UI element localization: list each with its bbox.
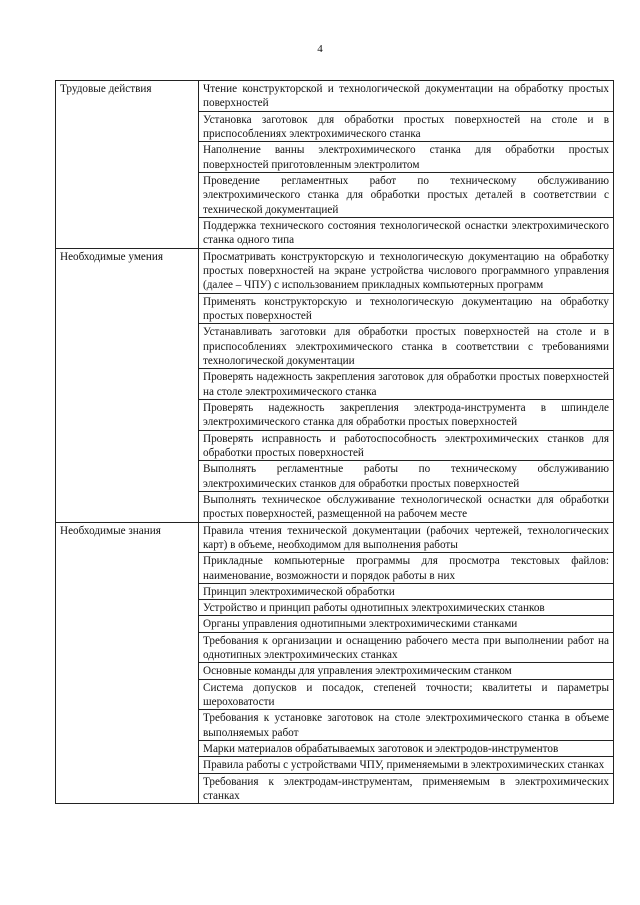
table-cell: Требования к организации и оснащению рабочего места при выполнении работ на однотипных электрохимических станках: [199, 632, 614, 663]
table-cell: Чтение конструкторской и технологической документации на обработку простых поверхностей: [199, 81, 614, 112]
competency-table: [55, 80, 614, 804]
table-cell: Установка заготовок для обработки простых поверхностей на столе и в приспособлениях электрохимического станка: [199, 111, 614, 142]
table-cell: Выполнять регламентные работы по техническому обслуживанию электрохимических станков для обработки простых поверхностей: [199, 461, 614, 492]
table-cell: Правила работы с устройствами ЧПУ, применяемыми в электрохимических станках: [199, 757, 614, 773]
table-cell: Марки материалов обрабатываемых заготовок и электродов-инструментов: [199, 741, 614, 757]
table-cell: Требования к установке заготовок на столе электрохимического станка в объеме выполняемых работ: [199, 710, 614, 741]
table-cell: Просматривать конструкторскую и технологическую документацию на обработку простых поверхностей на экране устройства числового программного управления (далее – ЧПУ) с использованием прикладных компьютерных программ: [199, 248, 614, 293]
table-cell: Правила чтения технической документации (рабочих чертежей, технологических карт) в объеме, необходимом для выполнения работы: [199, 522, 614, 553]
table-cell: Выполнять техническое обслуживание технологической оснастки для обработки простых поверхностей, размещенной на рабочем месте: [199, 491, 614, 522]
section-label-labor-actions: Трудовые действия: [56, 81, 199, 249]
table-cell: Принцип электрохимической обработки: [199, 583, 614, 599]
table-cell: Основные команды для управления электрохимическим станком: [199, 663, 614, 679]
section-label-required-knowledge: Необходимые знания: [56, 522, 199, 804]
table-cell: Поддержка технического состояния технологической оснастки электрохимического станка одного типа: [199, 217, 614, 248]
table-cell: Устройство и принцип работы однотипных электрохимических станков: [199, 600, 614, 616]
table-row: [56, 522, 614, 553]
page-number: 4: [317, 43, 323, 55]
table-cell: Система допусков и посадок, степеней точности; квалитеты и параметры шероховатости: [199, 679, 614, 710]
table-cell: Устанавливать заготовки для обработки простых поверхностей на столе и в приспособлениях электрохимического станка в соответствии с требованиями технологической документации: [199, 324, 614, 369]
table-cell: Органы управления однотипными электрохимическими станками: [199, 616, 614, 632]
table-cell: Проверять надежность закрепления заготовок для обработки простых поверхностей на столе электрохимического станка: [199, 369, 614, 400]
table-cell: Проверять исправность и работоспособность электрохимических станков для обработки простых поверхностей: [199, 430, 614, 461]
table-cell: Наполнение ванны электрохимического станка для обработки простых поверхностей приготовленным электролитом: [199, 142, 614, 173]
table-cell: Проведение регламентных работ по техническому обслуживанию электрохимического станка для обработки простых деталей в соответствии с технической документацией: [199, 172, 614, 217]
table-cell: Прикладные компьютерные программы для просмотра текстовых файлов: наименование, возможности и порядок работы в них: [199, 553, 614, 584]
table-cell: Применять конструкторскую и технологическую документацию на обработку простых поверхностей: [199, 293, 614, 324]
table-row: [56, 248, 614, 293]
table-cell: Требования к электродам-инструментам, применяемым в электрохимических станках: [199, 773, 614, 804]
section-label-required-skills: Необходимые умения: [56, 248, 199, 522]
table-cell: Проверять надежность закрепления электрода-инструмента в шпинделе электрохимического станка для обработки простых поверхностей: [199, 399, 614, 430]
table-row: [56, 81, 614, 112]
